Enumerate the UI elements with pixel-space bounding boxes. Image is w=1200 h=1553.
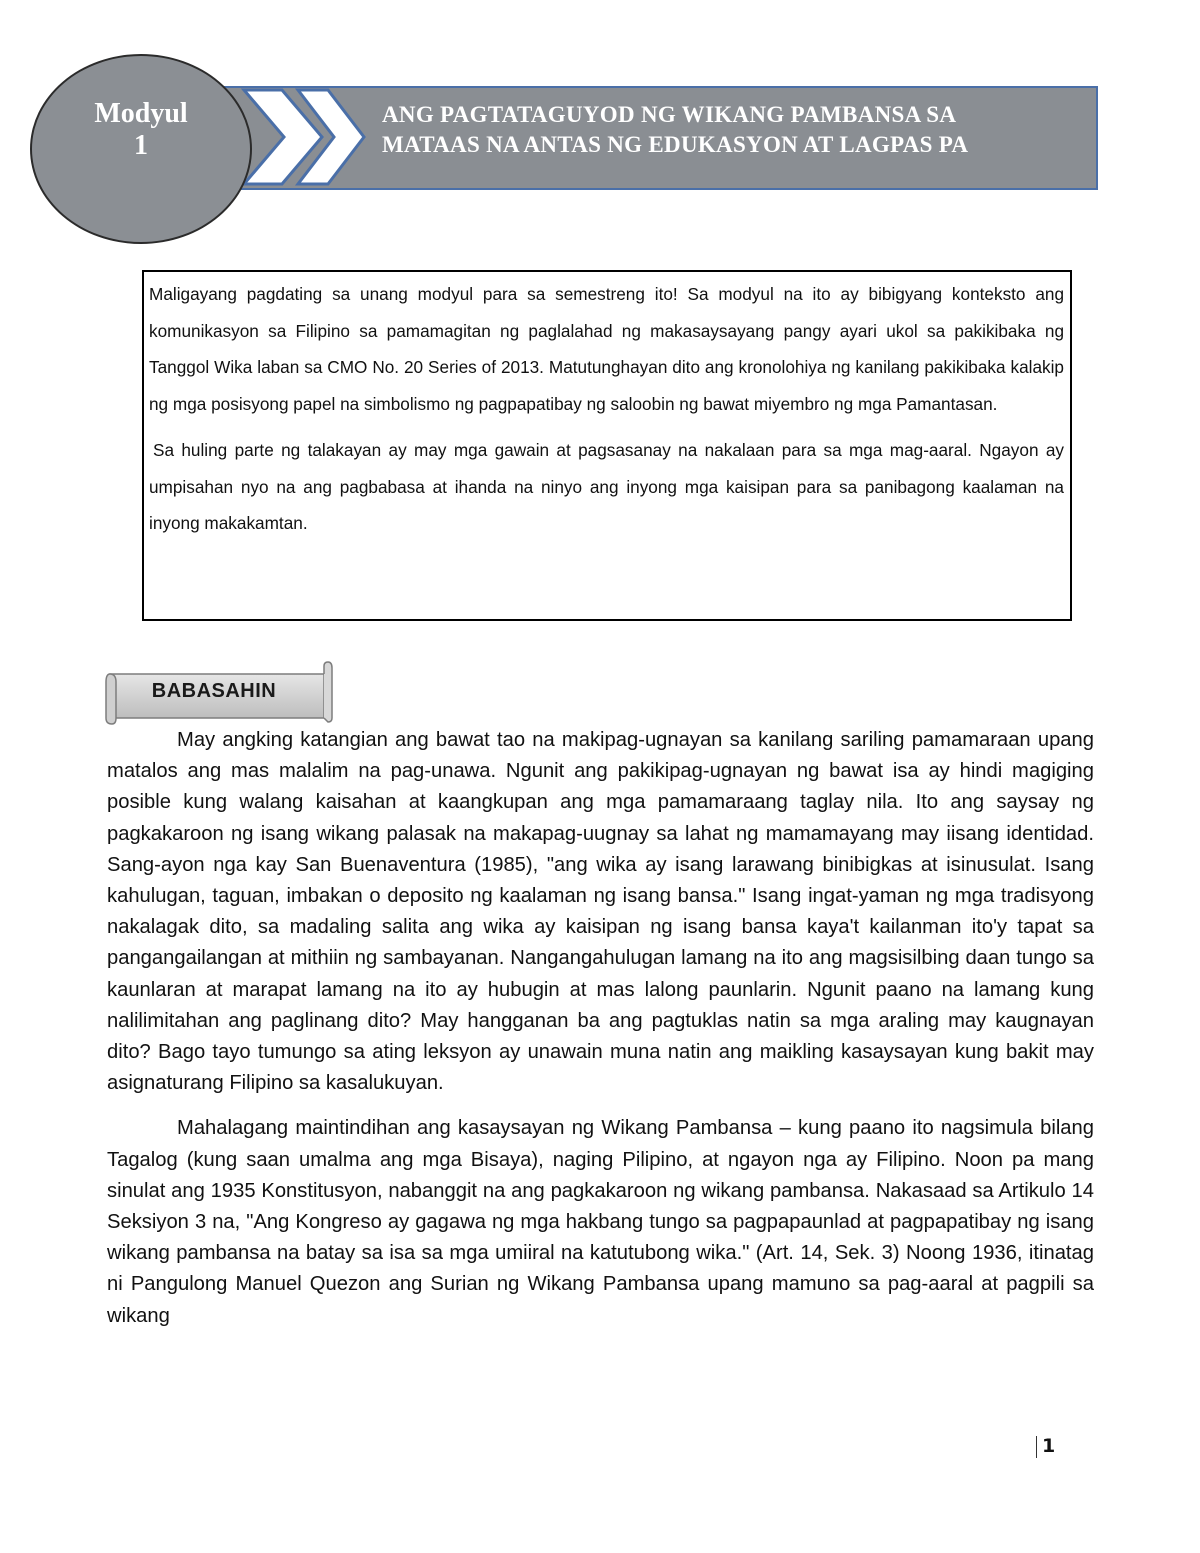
page-number-separator bbox=[1036, 1436, 1037, 1458]
module-badge-word: Modyul bbox=[94, 98, 188, 129]
body-paragraph-1: May angking katangian ang bawat tao na makipag-ugnayan sa kanilang sariling pamamaraan upang matalos ang mas malalim na pag-unawa. Ngunit ang pakikipag-ugnayan ng bawat isa ay hindi magiging posible kung walang kaisahan at kaangkupan ang mga pamamaraang taglay nila. Ito ang saysay ng pagkakaroon ng isang wikang palasak na makapag-uugnay sa lahat ng mamamayang may iisang identidad. Sang-ayon nga kay San Buenaventura (1985), "ang wika ay isang larawang binibigkas at isinusulat. Isang kahulugan, taguan, imbakan o deposito ng kaalaman ng isang bansa." Isang ingat-yaman ng mga tradisyong nakalagak dito, sa madaling salita ang wika ay kaisipan ng isang bansa kaya't kailanman ito'y tapat sa pangangailangan at mithiin ng sambayanan. Nangangahulugan lamang na ito ang magsisilbing daan tungo sa kaunlaran at marapat lamang na ito ay hubugin at mas lalong paunlarin. Ngunit paano na lamang kung nalilimitahan ang paglinang dito? May hangganan ba ang pagtuklas natin sa mga araling may kaugnayan dito? Bago tayo tumungo sa ating leksyon ay unawain muna natin ang maikling kasaysayan kung bakit may asignaturang Filipino sa kasalukuyan. bbox=[107, 729, 1094, 1095]
module-title-line1: ANG PAGTATAGUYOD NG WIKANG PAMBANSA SA bbox=[382, 102, 957, 127]
module-badge-label bbox=[30, 98, 252, 162]
body-paragraph-2: Mahalagang maintindihan ang kasaysayan ng Wikang Pambansa – kung paano ito nagsimula bilang Tagalog (kung saan umalma ang mga Bisaya), naging Pilipino, at ngayon nga ay Filipino. Noon pa mang sinulat ang 1935 Konstitusyon, nabanggit na ang pagkakaroon ng wikang pambansa. Nakasaad sa Artikulo 14 Seksiyon 3 na, "Ang Kongreso ay gagawa ng mga hakbang tungo sa pagpapaunlad at pagpapatibay ng isang wikang pambansa na batay sa isa sa mga umiiral na katutubong wika." (Art. 14, Sek. 3) Noong 1936, itinatag ni Pangulong Manuel Quezon ang Surian ng Wikang Pambansa upang mamuno sa pag-aaral at pagpili sa wikang bbox=[107, 1117, 1094, 1327]
intro-paragraph-2: Sa huling parte ng talakayan ay may mga gawain at pagsasanay na nakalaan para sa mga mag-aaral. Ngayon ay umpisahan nyo na ang pagbabasa at ihanda na ninyo ang inyong mga kaisipan para sa panibagong kaalaman na inyong makakamtan. bbox=[149, 440, 1064, 533]
intro-paragraph-1: Maligayang pagdating sa unang modyul para sa semestreng ito! Sa modyul na ito ay bibigyang konteksto ang komunikasyon sa Filipino sa pamamagitan ng paglalahad ng makasaysayang pangy ayari ukol sa pakikibaka ng Tanggol Wika laban sa CMO No. 20 Series of 2013. Matutunghayan dito ang kronolohiya ng kanilang pakikibaka kalakip ng mga posisyong papel na simbolismo ng pagpapatibay ng saloobin ng bawat miyembro ng mga Pamantasan. bbox=[149, 284, 1064, 414]
intro-box bbox=[142, 270, 1072, 621]
reading-body bbox=[107, 725, 1094, 1332]
module-title bbox=[382, 100, 1082, 160]
page-number: 1 bbox=[1042, 1435, 1056, 1457]
chevron-arrows bbox=[236, 84, 376, 190]
section-label: BABASAHIN bbox=[151, 680, 277, 702]
module-title-line2: MATAAS NA ANTAS NG EDUKASYON AT LAGPAS PA bbox=[382, 132, 969, 157]
module-badge-number: 1 bbox=[134, 130, 148, 161]
